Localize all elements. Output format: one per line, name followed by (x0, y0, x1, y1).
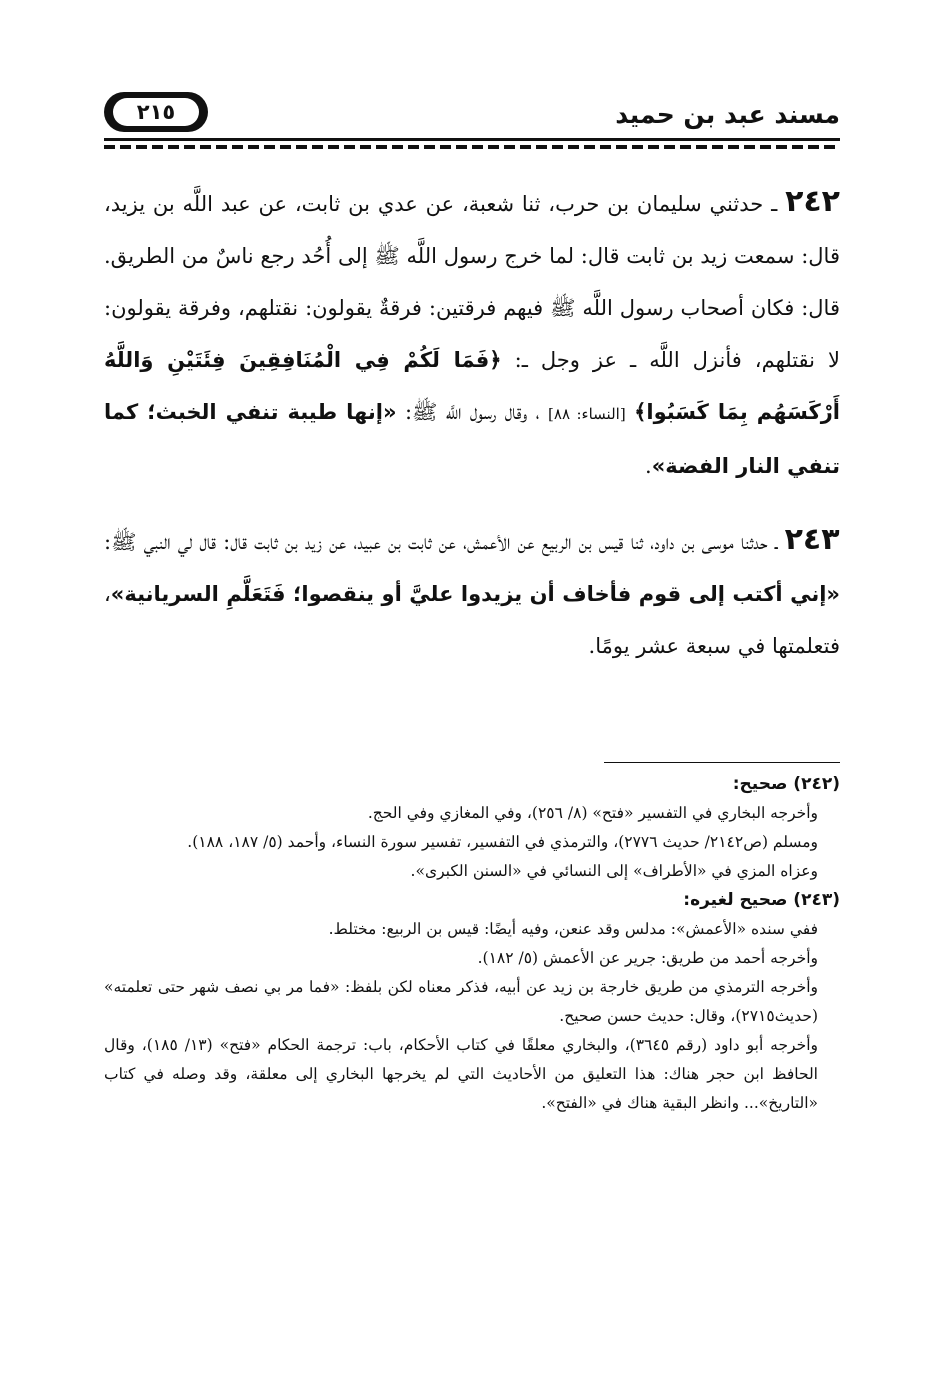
hadith-isnad: ـ حدثني سليمان بن حرب، ثنا شعبة، عن عدي بن ثابت، عن عبد اللَّه بن يزيد، قال: سمعت زيد بن ثابت قال: لما خرج رسول اللَّه ﷺ إلى أُحُد رجع ناسٌ من الطريق. قال: فكان أصحاب رسول اللَّه ﷺ فيهم فرقتين: فرقةٌ يقولون: نقتلهم، وفرقة يقولون: لا نقتلهم، فأنزل اللَّه ـ عز وجل ـ: (104, 192, 840, 372)
page-number: ٢١٥ (113, 98, 199, 126)
footnote-separator (604, 762, 840, 763)
hadith-243 (104, 514, 840, 672)
footnotes (104, 770, 840, 1118)
footnote-line: وأخرجه أبو داود (رقم ٣٦٤٥)، والبخاري معلقًا في كتاب الأحكام، باب: ترجمة الحكام «فتح» (١٣/ ١٨٥)، وقال الحافظ ابن حجر هناك: هذا التعليق من الأحاديث التي لم يخرجها البخاري إلى معلقة، وقد وصله في كتاب «التاريخ»... وانظر البقية هناك في «الفتح». (104, 1036, 818, 1112)
quran-reference: [النساء: ٨٨] (548, 405, 626, 423)
hadith-connector: ، وقال رسول اللَّه ﷺ: (396, 400, 540, 424)
hadith-number: ٢٤٣ (784, 522, 840, 557)
hadith-isnad: ـ حدثنا موسى بن داود، ثنا قيس بن الربيع عن الأعمش، عن ثابت بن عبيد، عن زيد بن ثابت قال: قال لي النبي ﷺ: (104, 530, 778, 554)
footnote-line: وأخرجه البخاري في التفسير «فتح» (٨/ ٢٥٦)، وفي المغازي وفي الحج. (367, 804, 818, 822)
prophetic-quote: «إني أكتب إلى قوم فأخاف أن يزيدوا عليَّ أو ينقصوا؛ فَتَعَلَّمِ السريانية» (110, 582, 840, 606)
footnote-heading: (٢٤٢) صحيح: (732, 774, 840, 794)
hadith-242 (104, 176, 840, 492)
footnote-line: وأخرجه الترمذي من طريق خارجة بن زيد عن أبيه، فذكر معناه لكن بلفظ: «فما مر بي نصف شهر حتى تعلمته» (حديث٢٧١٥)، وقال: حديث حسن صحيح. (104, 978, 818, 1025)
book-title: مسند عبد بن حميد (615, 100, 840, 129)
hadith-number: ٢٤٢ (785, 184, 840, 219)
quran-verse: ﴿فَمَا لَكُمْ فِي الْمُنَافِقِينَ فِئَتَيْنِ وَاللَّهُ أَرْكَسَهُم بِمَا كَسَبُوا﴾ (104, 348, 840, 424)
footnote-line: ومسلم (ص٢١٤٢/ حديث ٢٧٧٦)، والترمذي في التفسير، تفسير سورة النساء، وأحمد (٥/ ١٨٧، ١٨٨). (187, 833, 818, 851)
page-number-badge (104, 92, 208, 132)
footnote-line: وعزاه المزي في «الأطراف» إلى النسائي في «السنن الكبرى». (410, 862, 818, 880)
footnote-line: ففي سنده «الأعمش»: مدلس وقد عنعن، وفيه أيضًا: قيس بن الربيع: مختلط. (328, 920, 818, 938)
header-rule (104, 138, 840, 141)
hadith-ending: . (645, 454, 652, 478)
footnote-line: وأخرجه أحمد من طريق: جرير عن الأعمش (٥/ ١٨٢). (477, 949, 818, 967)
footnote-heading: (٢٤٣) صحيح لغيره: (683, 890, 840, 910)
hadith-text (104, 176, 840, 672)
header-dashed-rule (104, 145, 840, 149)
hadith-ending: ، فتعلمتها في سبعة عشر يومًا. (104, 582, 840, 658)
prophetic-quote: «إنها طيبة تنفي الخبث؛ كما تنفي النار الفضة» (104, 400, 840, 478)
